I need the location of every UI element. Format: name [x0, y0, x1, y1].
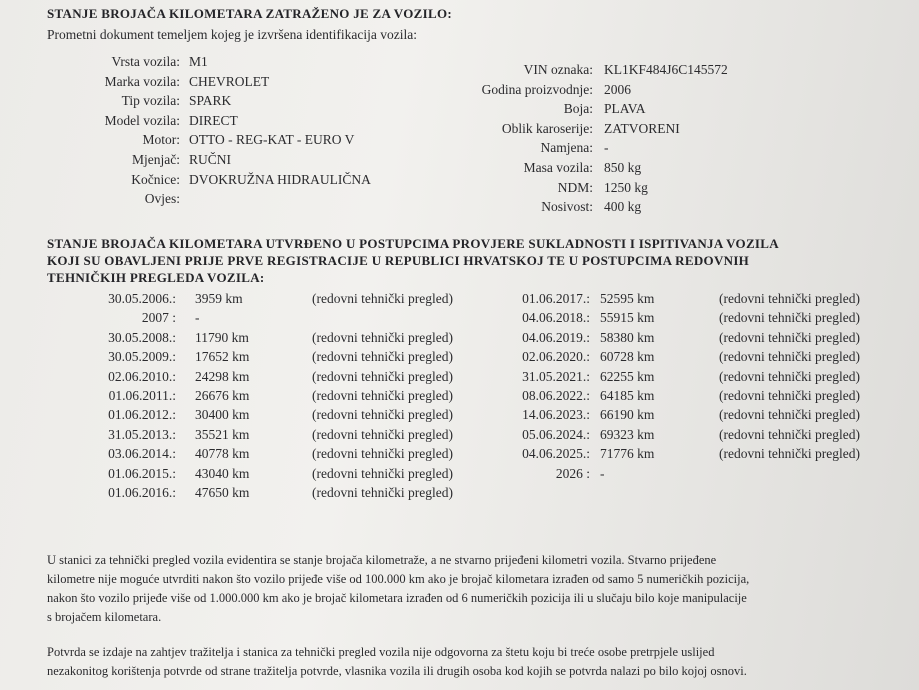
record-date: 2007 : [141, 310, 176, 326]
vehicle-field-label: Oblik karoserije: [501, 120, 593, 136]
notice-line: s brojačem kilometara. [47, 610, 162, 624]
record-date: 08.06.2022.: [522, 388, 590, 403]
record-date: 30.05.2008.: [108, 329, 176, 345]
vehicle-field-label: VIN oznaka: [523, 62, 593, 77]
vehicle-field-value: PLAVA [604, 101, 646, 117]
vehicle-field-label: Masa vozila: [523, 160, 593, 175]
notice-line: U stanici za tehnički pregled vozila evidentira se stanje brojača kilometraže, a ne stvarno prijeđeni kilometri vozila. Stvarno prijeđene [47, 553, 717, 567]
vehicle-field-value: 2006 [604, 81, 631, 97]
notice-line: nakon što vozilo prijeđe više od 1.000.000 km ako je brojač kilometara izrađen od 6 numeričkih pozicija ili u slučaju bilo koje manipulacije [47, 591, 747, 605]
record-km: 64185 km [600, 388, 655, 403]
vehicle-field-label: Kočnice: [131, 171, 180, 187]
vehicle-field-value: M1 [189, 54, 208, 69]
vehicle-field-value: DIRECT [189, 112, 238, 128]
record-date: 14.06.2023.: [522, 407, 590, 423]
disclaimer-line: nezakonitog korištenja potvrde od strane tražitelja potvrde, vlasnika vozila ili drugih osoba kod kojih se potvrda nalazi po bilo kojoj osnovi. [47, 664, 747, 678]
record-note: (redovni tehnički pregled) [312, 465, 453, 481]
record-date: 04.06.2025.: [522, 446, 590, 462]
vehicle-field-value: SPARK [189, 93, 232, 109]
record-date: 2026 : [555, 465, 590, 481]
record-date: 04.06.2019.: [522, 329, 590, 345]
vehicle-field-label: Motor: [142, 132, 180, 148]
vehicle-field-label: Marka vozila: [104, 73, 180, 89]
vehicle-field-value: DVOKRUŽNA HIDRAULIČNA [189, 171, 371, 187]
vehicle-field-label: Model vozila: [104, 112, 180, 128]
vehicle-field-value: ZATVORENI [604, 120, 680, 136]
record-note: (redovni tehnički pregled) [719, 291, 860, 306]
record-note: (redovni tehnički pregled) [719, 329, 860, 345]
record-km: 3959 km [195, 291, 243, 306]
document-title: STANJE BROJAČA KILOMETARA ZATRAŽENO JE ZA VOZILO: [47, 6, 452, 21]
record-date: 30.05.2006.: [108, 291, 176, 306]
section-title-line-1: STANJE BROJAČA KILOMETARA UTVRĐENO U POSTUPCIMA PROVJERE SUKLADNOSTI I ISPITIVANJA VOZILA [47, 236, 779, 251]
record-note: (redovni tehnički pregled) [719, 446, 860, 462]
record-date: 02.06.2010.: [108, 368, 176, 384]
record-km: 60728 km [600, 349, 655, 365]
vehicle-field-label: Ovjes: [144, 191, 180, 207]
vehicle-field-value: 850 kg [604, 160, 642, 175]
record-km: 11790 km [195, 329, 249, 345]
record-date: 01.06.2012.: [108, 407, 176, 423]
record-note: (redovni tehnički pregled) [312, 291, 453, 306]
record-km: 69323 km [600, 426, 655, 442]
record-note: (redovni tehnički pregled) [719, 388, 860, 403]
record-date: 01.06.2011.: [108, 388, 176, 403]
record-note: (redovni tehnički pregled) [312, 368, 453, 384]
section-title-line-2: KOJI SU OBAVLJENI PRIJE PRVE REGISTRACIJE U REPUBLICI HRVATSKOJ TE U POSTUPCIMA REDOVNIH [47, 253, 750, 268]
record-date: 02.06.2020.: [522, 349, 590, 365]
vehicle-field-label: Godina proizvodnje: [481, 81, 593, 97]
vehicle-field-value: CHEVROLET [189, 73, 270, 89]
record-km: 35521 km [195, 426, 250, 442]
vehicle-field-label: Tip vozila: [121, 93, 180, 109]
section-title-line-3: TEHNIČKIH PREGLEDA VOZILA: [47, 270, 265, 285]
record-km: 24298 km [195, 368, 250, 384]
record-note: (redovni tehnički pregled) [719, 310, 860, 326]
record-date: 01.06.2015.: [108, 465, 176, 481]
notice-line: kilometre nije moguće utvrditi nakon što vozilo prijeđe više od 100.000 km ako je brojač kilometara izrađen od samo 5 numeričkih pozicija, [47, 572, 750, 586]
vehicle-field-value: RUČNI [189, 152, 232, 167]
record-note: (redovni tehnički pregled) [719, 349, 860, 365]
record-km: 71776 km [600, 446, 655, 462]
document-subtitle: Prometni dokument temeljem kojeg je izvršena identifikacija vozila: [47, 27, 418, 42]
record-km: - [600, 465, 605, 481]
vehicle-field-label: Boja: [563, 101, 593, 117]
record-km: 26676 km [195, 388, 250, 403]
vehicle-field-value: 1250 kg [604, 179, 648, 195]
record-date: 31.05.2021.: [522, 368, 590, 384]
vehicle-field-value: - [604, 140, 609, 156]
record-km: 43040 km [195, 465, 250, 481]
record-date: 05.06.2024.: [522, 426, 590, 442]
record-km: 52595 km [600, 291, 655, 306]
record-note: (redovni tehnički pregled) [312, 329, 453, 345]
vehicle-field-label: Vrsta vozila: [111, 54, 180, 69]
record-km: 40778 km [195, 446, 250, 462]
record-date: 31.05.2013.: [108, 426, 176, 442]
record-km: 55915 km [600, 310, 655, 326]
vehicle-field-label: Mjenjač: [132, 152, 180, 167]
record-km: 62255 km [600, 368, 655, 384]
vehicle-field-value: OTTO - REG-KAT - EURO V [189, 132, 355, 148]
record-note: (redovni tehnički pregled) [312, 388, 453, 403]
record-km: 47650 km [195, 485, 250, 500]
record-note: (redovni tehnički pregled) [719, 368, 860, 384]
record-date: 01.06.2017.: [522, 291, 590, 306]
record-note: (redovni tehnički pregled) [719, 407, 860, 423]
vehicle-field-value: 400 kg [604, 199, 642, 215]
vehicle-field-value: KL1KF484J6C145572 [604, 62, 728, 77]
record-note: (redovni tehnički pregled) [312, 485, 453, 500]
record-date: 30.05.2009.: [108, 349, 176, 365]
record-note: (redovni tehnički pregled) [312, 426, 453, 442]
record-km: - [195, 310, 200, 326]
record-date: 01.06.2016.: [108, 485, 176, 500]
record-km: 58380 km [600, 329, 655, 345]
record-km: 17652 km [195, 349, 250, 365]
disclaimer-line: Potvrda se izdaje na zahtjev tražitelja i stanica za tehnički pregled vozila nije odgovorna za štetu koju bi treće osobe pretrpjele uslijed [47, 645, 715, 659]
vehicle-field-label: NDM: [557, 179, 593, 195]
record-km: 30400 km [195, 407, 250, 423]
record-date: 03.06.2014.: [108, 446, 176, 462]
record-note: (redovni tehnički pregled) [312, 446, 453, 462]
record-note: (redovni tehnički pregled) [312, 349, 453, 365]
vehicle-field-label: Nosivost: [541, 199, 593, 215]
vehicle-field-label: Namjena: [540, 140, 593, 156]
record-note: (redovni tehnički pregled) [312, 407, 453, 423]
record-km: 66190 km [600, 407, 655, 423]
record-note: (redovni tehnički pregled) [719, 426, 860, 442]
record-date: 04.06.2018.: [522, 310, 590, 326]
